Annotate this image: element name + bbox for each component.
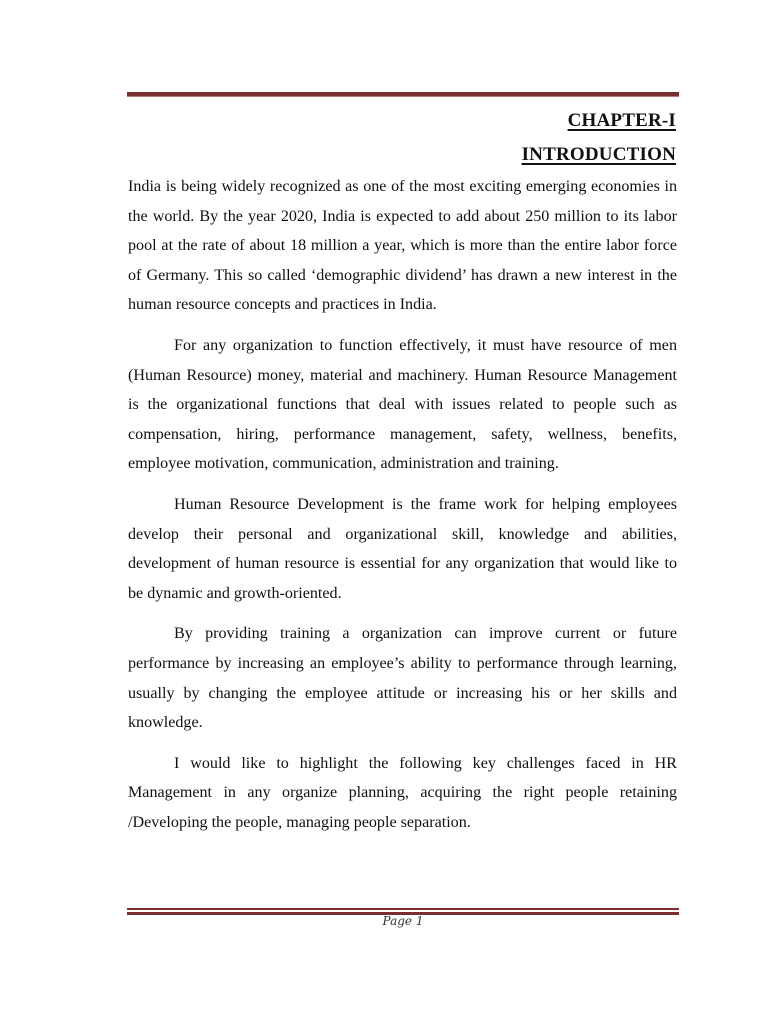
paragraph-1: India is being widely recognized as one of the most exciting emerging economies in the world. By the year 2020, India is expected to add about 250 million to its labor pool at the rate of about 18 million a year, which is more than the entire labor force of Germany. This so called ‘demographic dividend’ has drawn a new interest in the human resource concepts and practices in India. — [128, 178, 677, 314]
paragraph-3: Human Resource Development is the frame work for helping employees develop their personal and organizational skill, knowledge and abilities, development of human resource is essential for any organization that would like to be dynamic and growth-oriented. — [128, 495, 677, 602]
chapter-label: CHAPTER-I — [567, 110, 676, 131]
chapter-title: INTRODUCTION — [521, 144, 676, 165]
paragraph-2: For any organization to function effectively, it must have resource of men (Human Resource) money, material and machinery. Human Resource Management is the organizational functions that deal with issues related to people such as compensation, hiring, performance management, safety, wellness, benefits, employee motivation, communication, administration and training. — [128, 336, 677, 473]
footer-rule-thin — [127, 908, 679, 910]
paragraph-5: I would like to highlight the following key challenges faced in HR Management in any organize planning, acquiring the right people retaining /Developing the people, managing people separation. — [128, 754, 677, 831]
header-rule — [127, 92, 679, 96]
page-number: Page 1 — [382, 914, 424, 928]
body-text — [128, 172, 677, 848]
paragraph-4: By providing training a organization can improve current or future performance by increasing an employee’s ability to performance through learning, usually by changing the employee attitude or increasing his or her skills and knowledge. — [128, 625, 677, 732]
